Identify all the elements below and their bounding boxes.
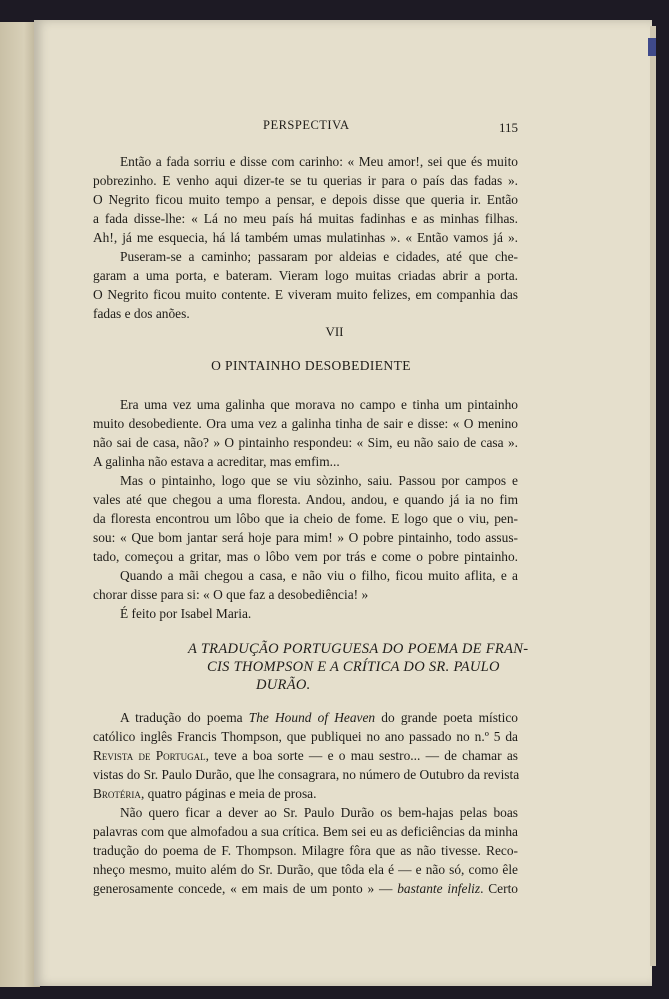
text-line: Era uma vez uma galinha que morava no campo e tinha um pintainho bbox=[120, 397, 518, 412]
text-line bbox=[93, 784, 518, 803]
text-line: A galinha não estava a acreditar, mas emfim... bbox=[93, 454, 340, 469]
text-line: católico inglês Francis Thompson, que publiquei no ano passado no n.º 5 da bbox=[93, 729, 518, 744]
text-line: palavras com que almofadou a sua crítica. Bem sei eu as deficiências da minha bbox=[93, 824, 518, 839]
text-span: , quatro páginas e meia de prosa. bbox=[140, 786, 317, 801]
text-line: tado, começou a gritar, mas o lôbo vem por trás e come o pobre pintainho. bbox=[93, 549, 518, 564]
poem-title: The Hound of Heaven bbox=[248, 710, 376, 725]
journal-name: Brotéria bbox=[93, 786, 141, 801]
text-line: nheço mesmo, muito além do Sr. Durão, que tôda ela é — e não só, como êle bbox=[93, 862, 518, 877]
text-line: não sai de casa, não? » O pintainho respondeu: « Sim, eu não saio de casa ». bbox=[93, 435, 518, 450]
text-line: Ah!, já me esquecia, há lá também umas mulatinhas ». « Então vamos já ». bbox=[93, 230, 518, 245]
text-line: fadas e dos anões. bbox=[93, 306, 190, 321]
text-line: tradução do poema de F. Thompson. Milagre fôra que as não tivesse. Reco- bbox=[93, 843, 518, 858]
article-title-line: CIS THOMPSON E A CRÍTICA DO SR. PAULO bbox=[207, 659, 500, 675]
text-line: pobrezinho. E venho aqui dizer-te se tu querias ir para o país das fadas ». bbox=[93, 173, 518, 188]
text-line: muito desobediente. Ora uma vez a galinha tinha de sair e disse: « O menino bbox=[93, 416, 518, 431]
text-line bbox=[120, 708, 518, 727]
article-title-line: DURÃO. bbox=[256, 677, 311, 693]
text-line: chorar disse para si: « O que faz a desobediência! » bbox=[93, 587, 369, 602]
text-span: . Certo bbox=[480, 881, 518, 896]
author-line: É feito por Isabel Maria. bbox=[120, 606, 252, 621]
running-title: PERSPECTIVA bbox=[263, 118, 350, 132]
text-line: vistas do Sr. Paulo Durão, que lhe consagrara, no número de Outubro da revista bbox=[93, 767, 520, 782]
text-line: Não quero ficar a dever ao Sr. Paulo Durão os bem-hajas pelas boas bbox=[120, 805, 518, 820]
text-line: O Negrito ficou muito tempo a pensar, e depois disse que queria ir. Então bbox=[93, 192, 518, 207]
text-line bbox=[93, 879, 518, 898]
text-line: Puseram-se a caminho; passaram por aldeias e cidades, até que che- bbox=[120, 249, 518, 264]
quoted-phrase: bastante infeliz bbox=[397, 881, 481, 896]
text-line: a fada disse-lhe: « Lá no meu país há muitas fadinhas e as minhas filhas. bbox=[93, 211, 518, 226]
text-line: garam a uma porta, e bateram. Vieram logo muitas criadas abrir a porta. bbox=[93, 268, 518, 283]
page-header bbox=[85, 118, 518, 138]
bookmark-tab bbox=[648, 38, 656, 56]
text-span: do grande poeta místico bbox=[375, 710, 519, 725]
text-span: generosamente concede, « em mais de um ponto » — bbox=[93, 881, 398, 896]
page-number: 115 bbox=[498, 120, 518, 135]
text-span: A tradução do poema bbox=[120, 710, 249, 725]
page-edge bbox=[650, 26, 656, 966]
article-title-line: A TRADUÇÃO PORTUGUESA DO POEMA DE FRAN- bbox=[188, 641, 529, 657]
story-title: O PINTAINHO DESOBEDIENTE bbox=[211, 358, 411, 373]
text-line: Quando a mãi chegou a casa, e não viu o filho, ficou muito aflita, e a bbox=[120, 568, 518, 583]
text-line bbox=[93, 746, 518, 765]
text-line: O Negrito ficou muito contente. E viveram muito felizes, em companhia das bbox=[93, 287, 518, 302]
text-span: , teve a boa sorte — e o mau sestro... — de chamar as bbox=[205, 748, 518, 763]
text-line: da floresta encontrou um lôbo que ia cheio de fome. E logo que o viu, pen- bbox=[93, 511, 518, 526]
journal-name: Revista de Portugal bbox=[93, 748, 206, 763]
text-line: vales até que chegou a uma floresta. Andou, andou, e quando já ia no fim bbox=[93, 492, 518, 507]
text-line: Então a fada sorriu e disse com carinho: « Meu amor!, sei que és muito bbox=[120, 154, 518, 169]
text-line: sou: « Que bom jantar será hoje para mim! » O pobre pintainho, todo assus- bbox=[93, 530, 518, 545]
section-number: VII bbox=[325, 324, 344, 339]
text-line: Mas o pintainho, logo que se viu sòzinho, saiu. Passou por campos e bbox=[120, 473, 518, 488]
